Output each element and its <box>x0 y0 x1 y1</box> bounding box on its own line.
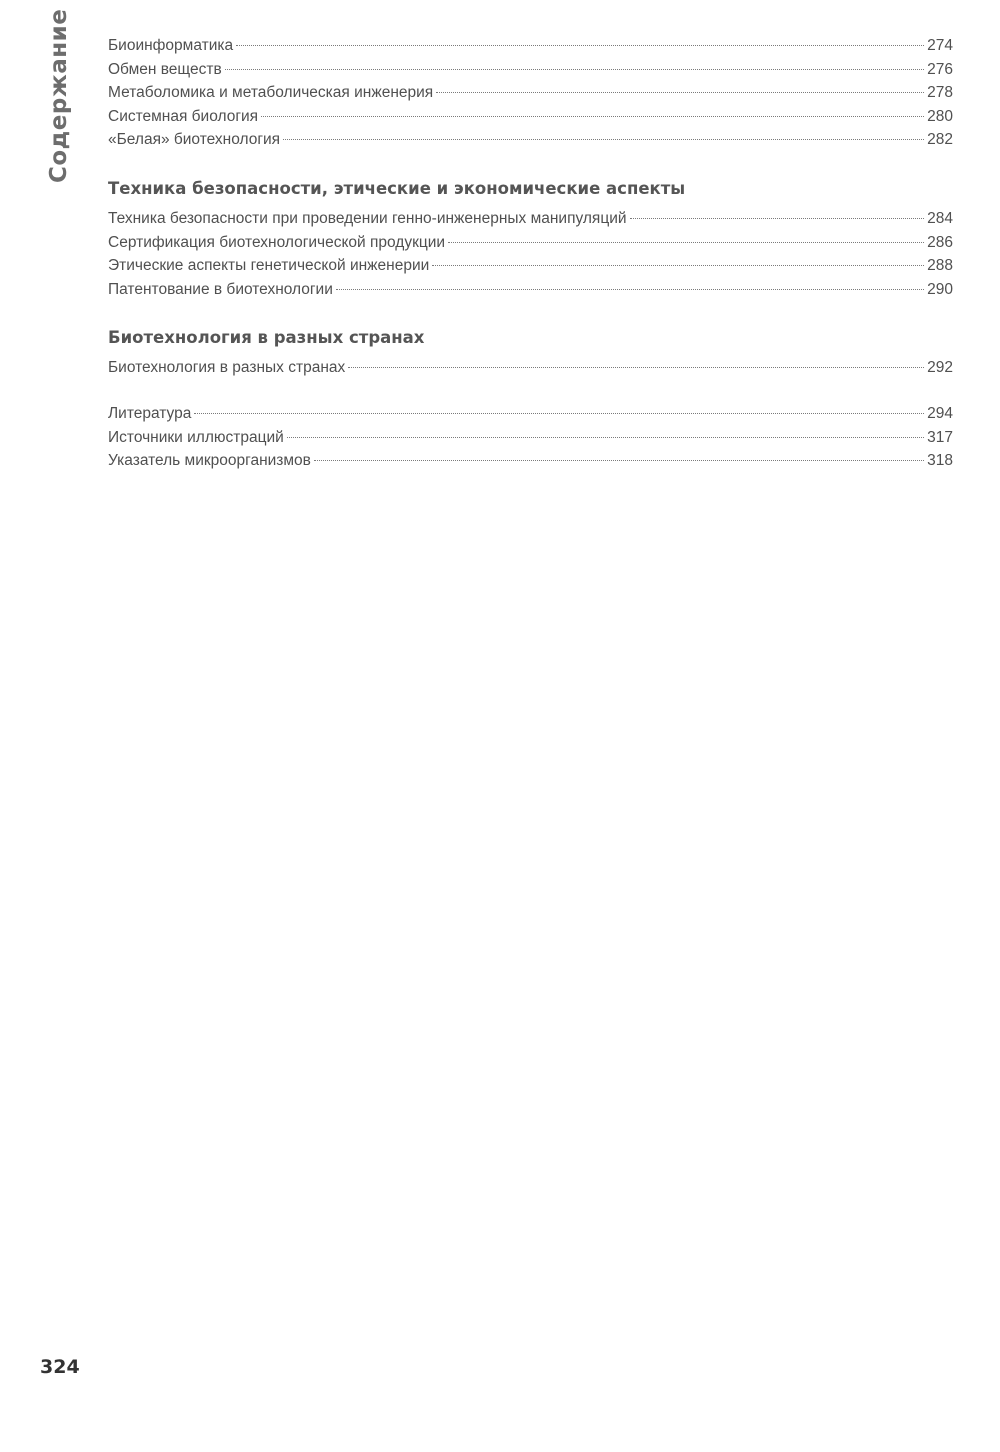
toc-entry[interactable] <box>108 449 953 473</box>
dot-leader <box>287 437 924 438</box>
toc-entry[interactable] <box>108 278 953 302</box>
toc-entry[interactable] <box>108 81 953 105</box>
toc-entry-title: Обмен веществ <box>108 60 222 78</box>
dot-leader <box>194 413 924 414</box>
section-heading-safety-ethics: Техника безопасности, этические и экономические аспекты <box>108 178 686 198</box>
dot-leader <box>448 242 924 243</box>
dot-leader <box>225 69 924 70</box>
toc-entry-page: 276 <box>927 60 953 78</box>
toc-entry-title: Сертификация биотехнологической продукции <box>108 233 446 251</box>
toc-entry-title: Системная биология <box>108 107 259 125</box>
dot-leader <box>283 139 924 140</box>
toc-entry-page: 294 <box>927 404 953 422</box>
dot-leader <box>336 289 924 290</box>
dot-leader <box>314 460 924 461</box>
toc-entry-page: 290 <box>927 280 953 298</box>
toc-entry-title: «Белая» биотехнология <box>108 131 281 149</box>
dot-leader <box>236 45 924 46</box>
toc-entry[interactable] <box>108 402 953 426</box>
toc-entry-title: Техника безопасности при проведении генно-инженерных манипуляций <box>108 209 627 227</box>
toc-entry-title: Источники иллюстраций <box>108 428 284 446</box>
toc-entry-page: 284 <box>927 209 953 227</box>
toc-entry-page: 317 <box>927 428 953 446</box>
toc-entry-title: Биотехнология в разных странах <box>108 359 346 377</box>
dot-leader <box>348 367 924 368</box>
toc-entry-page: 288 <box>927 257 953 275</box>
toc-entry[interactable] <box>108 207 953 231</box>
top-entries <box>108 34 953 152</box>
toc-entry-title: Биоинформатика <box>108 37 234 54</box>
toc-entry[interactable] <box>108 105 953 129</box>
back-matter <box>108 402 953 473</box>
section-countries <box>108 356 953 380</box>
toc-entry-title: Патентование в биотехнологии <box>108 280 333 298</box>
side-title: Содержание <box>46 8 72 183</box>
toc-entry-page: 292 <box>927 359 953 377</box>
toc-entry[interactable] <box>108 58 953 82</box>
toc-entry-page: 286 <box>927 233 953 251</box>
toc-entry-title: Метаболомика и метаболическая инженерия <box>108 84 434 102</box>
page-number: 324 <box>40 1356 80 1378</box>
toc-entry-title: Литература <box>108 404 192 422</box>
toc-entry[interactable] <box>108 426 953 450</box>
toc-entry-page: 282 <box>927 131 953 149</box>
section-heading-countries: Биотехнология в разных странах <box>108 328 425 348</box>
toc-entry-page: 318 <box>927 452 953 470</box>
toc-entry-page: 280 <box>927 107 953 125</box>
dot-leader <box>432 265 924 266</box>
dot-leader <box>436 92 924 93</box>
dot-leader <box>261 116 924 117</box>
toc-entry-page: 278 <box>927 84 953 102</box>
toc-entry[interactable] <box>108 356 953 380</box>
table-of-contents <box>108 34 953 473</box>
section-safety-ethics <box>108 207 953 301</box>
toc-entry-title: Указатель микроорганизмов <box>108 452 311 470</box>
toc-entry[interactable] <box>108 254 953 278</box>
dot-leader <box>630 218 925 219</box>
toc-entry[interactable] <box>108 128 953 152</box>
toc-entry-title: Этические аспекты генетической инженерии <box>108 257 430 275</box>
toc-entry-page: 274 <box>927 37 953 54</box>
toc-entry[interactable] <box>108 231 953 255</box>
toc-entry[interactable] <box>108 34 953 58</box>
